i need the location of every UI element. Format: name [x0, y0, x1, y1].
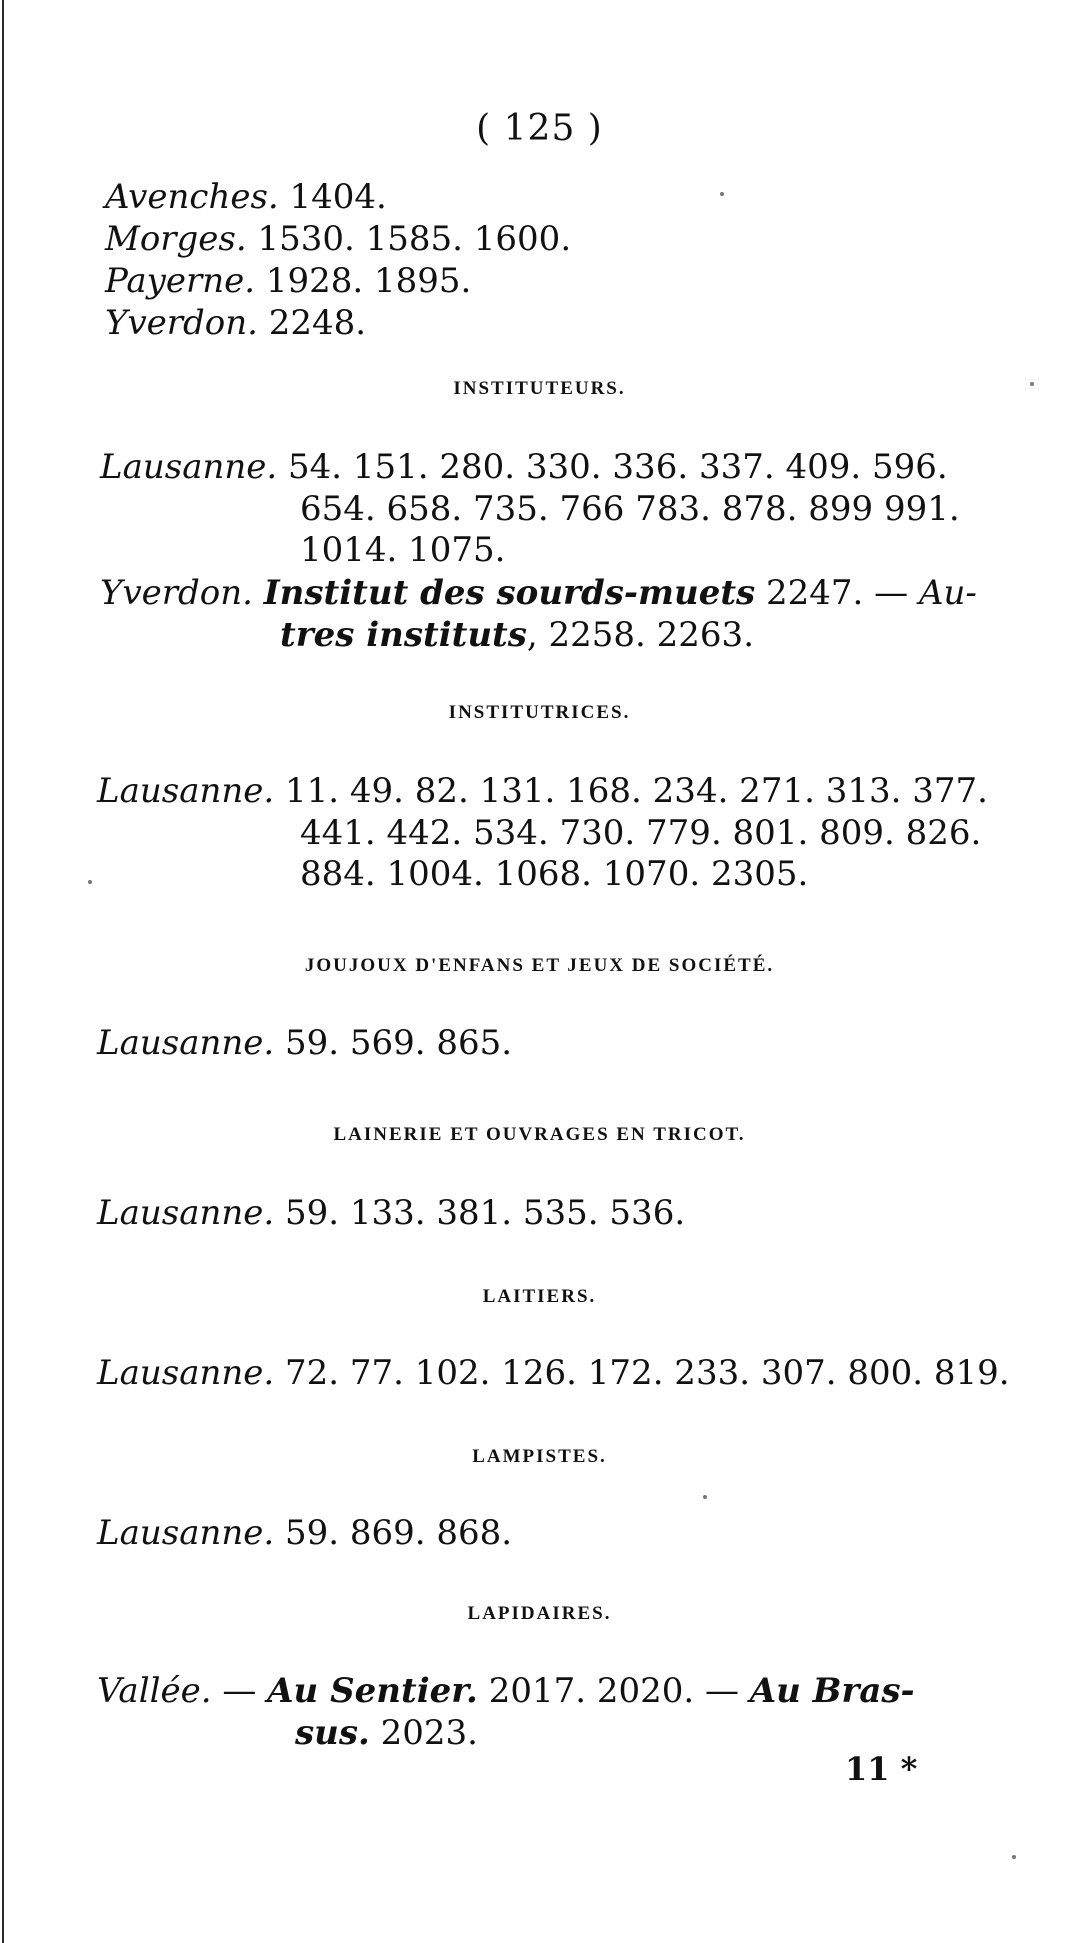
em-dash: —: [222, 1671, 257, 1711]
entry-line: [97, 1353, 1010, 1393]
reference-numbers: 2248.: [268, 303, 367, 343]
reference-numbers: 1404.: [289, 177, 387, 217]
reference-numbers: 2017. 2020. —: [488, 1671, 739, 1711]
place-name: Lausanne.: [97, 771, 275, 811]
reference-numbers: 1530. 1585. 1600.: [257, 219, 572, 259]
entry-line: [97, 1513, 513, 1553]
speck: [703, 1495, 707, 1499]
section-heading-laitiers: LAITIERS.: [482, 1286, 597, 1307]
section-heading-institutrices: INSTITUTRICES.: [448, 702, 631, 723]
place-name: Lausanne.: [97, 1023, 275, 1063]
place-name: Lausanne.: [97, 1193, 275, 1233]
place-name: Yverdon.: [100, 573, 253, 613]
section-heading-instituteurs: INSTITUTEURS.: [453, 378, 626, 399]
reference-numbers: 59. 869. 868.: [285, 1513, 513, 1553]
speck: [1030, 382, 1034, 386]
place-name: Lausanne.: [97, 1353, 275, 1393]
reference-numbers: 59. 569. 865.: [285, 1023, 513, 1063]
reference-numbers: 1928. 1895.: [265, 261, 472, 301]
institution-name: tres instituts: [280, 615, 527, 655]
entry-line: [97, 771, 988, 811]
speck: [88, 880, 92, 884]
reference-numbers: , 2258. 2263.: [526, 615, 754, 655]
entry-continuation: [280, 615, 754, 655]
reference-numbers: 59. 133. 381. 535. 536.: [285, 1193, 686, 1233]
place-name: Payerne.: [105, 261, 256, 301]
entry-line: [97, 1671, 915, 1711]
place-name: Vallée.: [97, 1671, 212, 1711]
locality-name: Au Sentier.: [267, 1671, 478, 1711]
place-name: Morges.: [105, 219, 247, 259]
reference-numbers: 11. 49. 82. 131. 168. 234. 271. 313. 377.: [285, 771, 988, 811]
entry-continuation: [295, 1713, 478, 1753]
page-number: ( 125 ): [476, 108, 603, 149]
entry-line: [97, 1023, 513, 1063]
entry-continuation: 884. 1004. 1068. 1070. 2305.: [300, 854, 809, 894]
entry-continuation: 654. 658. 735. 766 783. 878. 899 991.: [300, 489, 960, 529]
section-heading-lainerie: LAINERIE ET OUVRAGES EN TRICOT.: [333, 1124, 746, 1145]
entry-continuation: 441. 442. 534. 730. 779. 801. 809. 826.: [300, 813, 982, 853]
locality-name: sus.: [295, 1713, 370, 1753]
entry-line: [97, 1193, 686, 1233]
place-name: Lausanne.: [97, 1513, 275, 1553]
town-entry: [105, 219, 572, 259]
reference-numbers: 2247. —: [765, 573, 909, 613]
section-heading-lapidaires: LAPIDAIRES.: [467, 1603, 612, 1624]
entry-line: [100, 447, 948, 487]
place-name: Yverdon.: [105, 303, 258, 343]
institution-name: Institut des sourds-muets: [263, 573, 756, 613]
place-name: Lausanne.: [100, 447, 278, 487]
reference-numbers: 2023.: [380, 1713, 478, 1753]
speck: [720, 192, 724, 196]
speck: [1012, 1855, 1016, 1859]
town-entry: [105, 177, 387, 217]
reference-numbers: 72. 77. 102. 126. 172. 233. 307. 800. 819.: [285, 1353, 1010, 1393]
place-name: Avenches.: [105, 177, 279, 217]
town-entry: [105, 303, 367, 343]
reference-numbers: 54. 151. 280. 330. 336. 337. 409. 596.: [288, 447, 948, 487]
town-entry: [105, 261, 472, 301]
entry-continuation: 1014. 1075.: [300, 530, 506, 570]
section-heading-joujoux: JOUJOUX D'ENFANS ET JEUX DE SOCIÉTÉ.: [304, 955, 775, 976]
locality-name: Au Bras-: [749, 1671, 915, 1711]
institution-name: Au-: [918, 573, 977, 613]
section-heading-lampistes: LAMPISTES.: [472, 1446, 607, 1467]
signature-mark: 11 *: [845, 1750, 918, 1788]
entry-line: [100, 573, 977, 613]
